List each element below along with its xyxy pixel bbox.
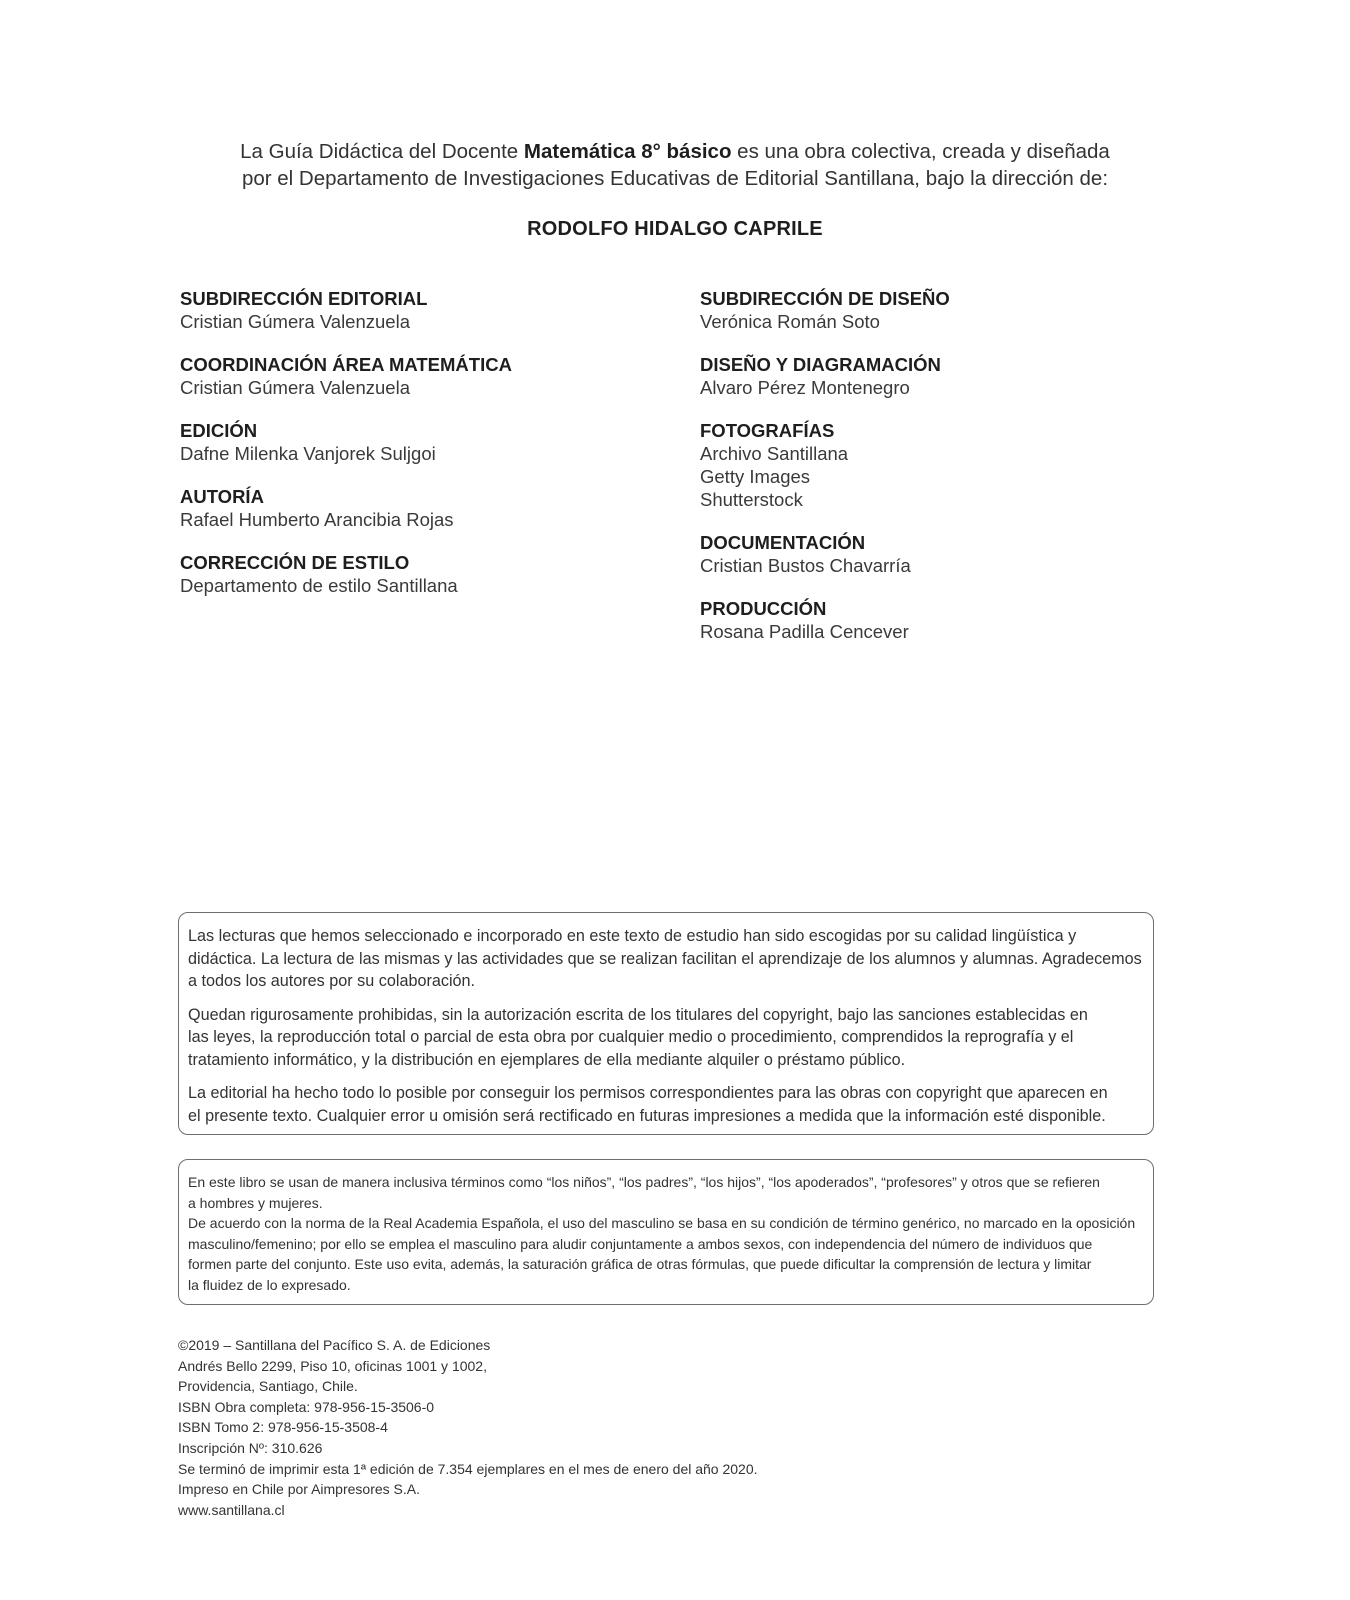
credit-name: Rosana Padilla Cencever bbox=[700, 621, 909, 642]
imprint-website: www.santillana.cl bbox=[178, 1501, 285, 1518]
credit-title: SUBDIRECCIÓN EDITORIAL bbox=[180, 288, 428, 309]
credit-name: Cristian Bustos Chavarría bbox=[700, 555, 911, 576]
credit-block bbox=[700, 531, 1180, 577]
inclusive-line: a hombres y mujeres. bbox=[188, 1194, 323, 1211]
imprint-block bbox=[178, 1335, 978, 1520]
notice-line: didáctica. La lectura de las mismas y las actividades que se realizan facilitan el aprendizaje de los alumnos y alumnas. Agradecemos bbox=[188, 949, 1142, 968]
notice-paragraph-2 bbox=[188, 1004, 1143, 1072]
intro-suffix: es una obra colectiva, creada y diseñada bbox=[731, 140, 1110, 163]
notice-line: las leyes, la reproducción total o parcial de esta obra por cualquier medio o procedimiento, comprendidos la reprografía y el bbox=[188, 1028, 1074, 1046]
book-title: Matemática 8° básico bbox=[523, 140, 732, 163]
credits-right-column bbox=[700, 287, 1180, 663]
intro-prefix: La Guía Didáctica del Docente bbox=[240, 140, 524, 163]
credit-block bbox=[700, 287, 1180, 333]
inclusive-line: formen parte del conjunto. Este uso evita, además, la saturación gráfica de otras fórmulas, que puede dificultar la comprensión de lectura y limitar bbox=[188, 1256, 1092, 1272]
director-name: RODOLFO HIDALGO CAPRILE bbox=[527, 218, 823, 240]
credit-title: EDICIÓN bbox=[180, 420, 258, 441]
credit-name: Cristian Gúmera Valenzuela bbox=[180, 377, 410, 398]
imprint-copyright: ©2019 – Santillana del Pacífico S. A. de Ediciones bbox=[178, 1337, 491, 1353]
credit-title: PRODUCCIÓN bbox=[700, 598, 827, 619]
credit-name: Dafne Milenka Vanjorek Suljgoi bbox=[180, 443, 436, 464]
credit-title: SUBDIRECCIÓN DE DISEÑO bbox=[700, 288, 950, 309]
imprint-isbn-volume: ISBN Tomo 2: 978-956-15-3508-4 bbox=[178, 1419, 388, 1436]
notice-box bbox=[178, 912, 1154, 1135]
credit-name: Departamento de estilo Santillana bbox=[180, 575, 458, 596]
inclusive-line: la fluidez de lo expresado. bbox=[188, 1276, 351, 1293]
credit-name: Archivo Santillana bbox=[700, 443, 849, 464]
imprint-print-run: Se terminó de imprimir esta 1ª edición de 7.354 ejemplares en el mes de enero del año 2020. bbox=[178, 1460, 758, 1477]
intro-paragraph bbox=[0, 138, 1350, 192]
credit-block bbox=[180, 551, 660, 597]
notice-paragraph-1 bbox=[188, 925, 1143, 993]
credit-block bbox=[180, 485, 660, 531]
inclusive-line: De acuerdo con la norma de la Real Academia Española, el uso del masculino se basa en su condición de término genérico, no marcado en la oposición bbox=[188, 1215, 1136, 1231]
imprint-isbn-complete: ISBN Obra completa: 978-956-15-3506-0 bbox=[178, 1398, 435, 1415]
credit-block bbox=[180, 419, 660, 465]
credit-name: Shutterstock bbox=[700, 489, 803, 510]
inclusive-paragraph bbox=[188, 1172, 1143, 1295]
inclusive-line: masculino/femenino; por ello se emplea el masculino para aludir conjuntamente a ambos sexos, con independencia del número de individuos que bbox=[188, 1235, 1093, 1252]
credit-block bbox=[180, 287, 660, 333]
inclusive-language-box bbox=[178, 1159, 1154, 1305]
credit-title: AUTORÍA bbox=[180, 486, 264, 507]
credit-title: DISEÑO Y DIAGRAMACIÓN bbox=[700, 354, 941, 375]
credit-block bbox=[700, 353, 1180, 399]
notice-paragraph-3 bbox=[188, 1082, 1143, 1127]
imprint-city: Providencia, Santiago, Chile. bbox=[178, 1378, 358, 1395]
credit-name: Getty Images bbox=[700, 466, 811, 487]
credit-title: CORRECCIÓN DE ESTILO bbox=[180, 552, 410, 573]
imprint-printer: Impreso en Chile por Aimpresores S.A. bbox=[178, 1481, 420, 1498]
imprint-address: Andrés Bello 2299, Piso 10, oficinas 1001 y 1002, bbox=[178, 1357, 487, 1374]
credit-name: Alvaro Pérez Montenegro bbox=[700, 377, 910, 398]
notice-line: a todos los autores por su colaboración. bbox=[188, 972, 476, 990]
intro-line-1 bbox=[0, 138, 1350, 165]
credit-name: Rafael Humberto Arancibia Rojas bbox=[180, 509, 454, 530]
credit-title: FOTOGRAFÍAS bbox=[700, 420, 835, 441]
notice-line: el presente texto. Cualquier error u omisión será rectificado en futuras impresiones a medida que la información esté disponible. bbox=[188, 1106, 1106, 1125]
credit-block bbox=[700, 597, 1180, 643]
notice-line: La editorial ha hecho todo lo posible por conseguir los permisos correspondientes para las obras con copyright que aparecen en bbox=[188, 1084, 1108, 1102]
credit-name: Cristian Gúmera Valenzuela bbox=[180, 311, 410, 332]
imprint-registration: Inscripción Nº: 310.626 bbox=[178, 1439, 323, 1456]
credits-left-column bbox=[180, 287, 660, 617]
credit-title: COORDINACIÓN ÁREA MATEMÁTICA bbox=[180, 354, 512, 375]
inclusive-line: En este libro se usan de manera inclusiva términos como “los niños”, “los padres”, “los hijos”, “los apoderados”, “profesores” y otros que se refieren bbox=[188, 1174, 1100, 1190]
intro-line-2: por el Departamento de Investigaciones Educativas de Editorial Santillana, bajo la dirección de: bbox=[241, 167, 1109, 190]
notice-line: Las lecturas que hemos seleccionado e incorporado en este texto de estudio han sido escogidas por su calidad lingüística y bbox=[188, 927, 1077, 945]
credit-block bbox=[180, 353, 660, 399]
notice-line: tratamiento informático, y la distribución en ejemplares de ella mediante alquiler o préstamo público. bbox=[188, 1050, 906, 1069]
credit-block bbox=[700, 419, 1180, 511]
credit-name: Verónica Román Soto bbox=[700, 311, 880, 332]
credit-title: DOCUMENTACIÓN bbox=[700, 532, 866, 553]
notice-line: Quedan rigurosamente prohibidas, sin la autorización escrita de los titulares del copyright, bajo las sanciones establecidas en bbox=[188, 1005, 1088, 1024]
